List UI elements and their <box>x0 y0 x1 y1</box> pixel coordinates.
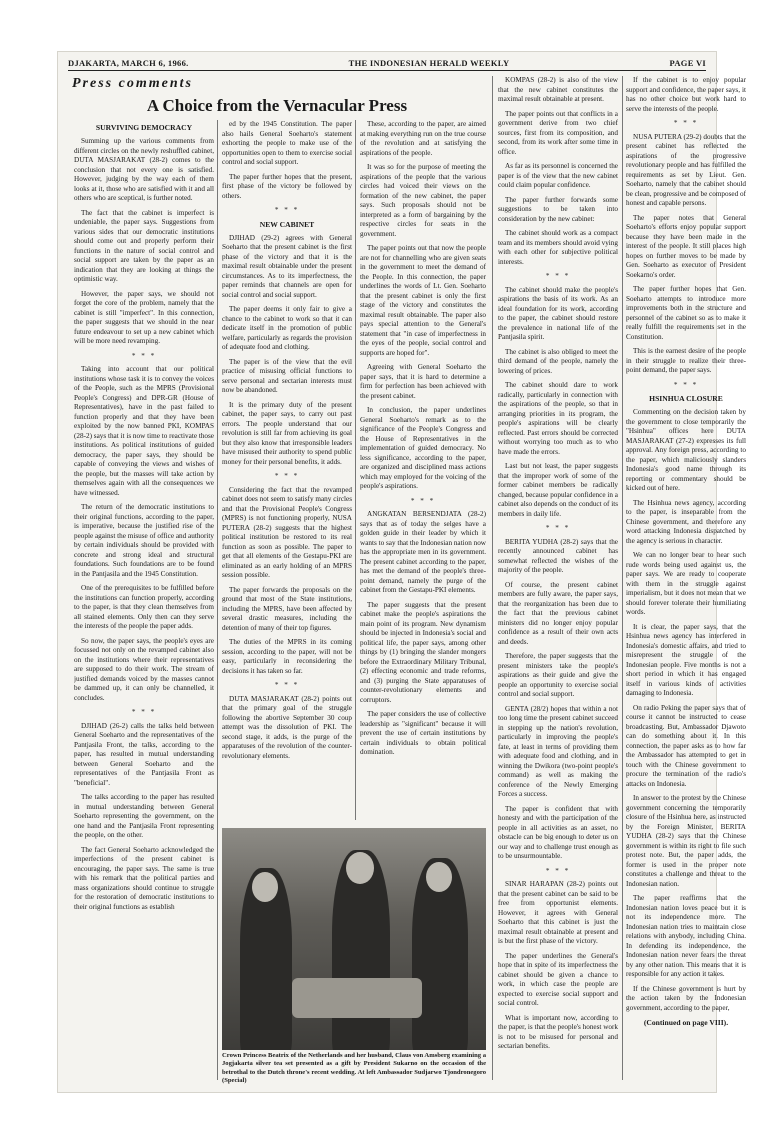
section-divider: * * * <box>545 866 571 875</box>
article-paragraph: NUSA PUTERA (29-2) doubts that the present cabinet has reflected the aspirations of the progressive revolutionary people and has fulfilled the requirements as set by Lieut. Gen. Soeharto, namely that the cabinet should be clean, progressive and be composed of honest and capable persons. <box>626 132 746 207</box>
article-paragraph: KOMPAS (28-2) is also of the view that the new cabinet constitutes the maximal result obtainable at present. <box>498 76 618 103</box>
article-paragraph: The paper considers the use of collective leadership as "significant" because it will prevent the use of certain institutions by certain individuals to obtain political domination. <box>360 710 486 756</box>
masthead-page: PAGE VI <box>669 58 706 68</box>
article-paragraph: Taking into account that our political institutions whose task it is to convey the voices of the People, such as the MPRS (Provisional People's Congress) and DPR-GR (House of Representatives), have in the past failed to function properly and that they have been exploited by the now banned PKI, KOMPAS (28-2) says that it is now time to reactivate those institutions. As political institutions of guided democracy, the paper says, they should be capable of conveying the views and wishes of the people, but the masses will take action by themselves again with all the consequences we have witnessed. <box>74 365 214 497</box>
article-subhead: NEW CABINET <box>259 219 315 229</box>
section-divider: * * * <box>274 681 300 690</box>
article-paragraph: However, the paper says, we should not forget the core of the problem, namely that the cabinet is still "imperfect". In this connection, the paper suggests that we should in the near future endeavour to set up a new cabinet which will be more need revamping. <box>74 289 214 346</box>
article-paragraph: This is the earnest desire of the people in their struggle to realize their three-point demand, the paper says. <box>626 347 746 374</box>
headline: A Choice from the Vernacular Press <box>146 96 408 115</box>
article-paragraph: The fact that the cabinet is imperfect is undeniable, the paper says. Suggestions from various sides that our democratic institutions should come out and properly perform their functions in the nature of social control and social support are taken by the paper as an indication that they are looking at things the optimistic way. <box>74 208 214 284</box>
section-divider: * * * <box>673 380 699 389</box>
photo-caption: Crown Princess Beatrix of the Netherlands and her husband, Claus von Amsberg examining a Jogjakarta silver tea set presented as a gift by President Sukarno on the occasion of the betrothal to the Dutch throne's recent wedding. At left Ambassador Sudjarwo Tjondronegoro (Special) <box>222 1052 486 1085</box>
column-4 <box>498 76 618 1076</box>
column-3 <box>360 120 486 820</box>
article-paragraph: In answer to the protest by the Chinese government concerning the temporarily closure of the Hsinhua here, as instructed by the Foreign Minister, BERITA YUDHA (28-2) says that the Chinese government is within its right to file such protest note. But, the paper adds, the former is used in the proper note constitutes a challenge and threat to the Indonesian nation. <box>626 794 746 888</box>
article-paragraph: It is clear, the paper says, that the Hsinhua news agency has interfered in Indonesia's domestic affairs, and tried to misrepresent the struggle of the Indonesian people. Five months is not a short period in which it has engaged itself in various kinds of activities damaging to Indonesia. <box>626 622 746 698</box>
article-paragraph: The cabinet should dare to work radically, particularly in connection with the aspirations of the people, so that in arranging priorities in its program, the people's aspirations will be clearly reflected. Past errors should be corrected without worrying too much as to who have made the errors. <box>498 381 618 456</box>
article-paragraph: In conclusion, the paper underlines General Soeharto's remark as to the significance of the People's Congress and the House of Representatives in the implementation of guided democracy. No less significance, according to the paper, are organized and disciplined mass actions which may employed for the voicing of the people's aspirations. <box>360 406 486 490</box>
section-label: Press comments <box>72 76 193 91</box>
photo-face <box>346 852 374 884</box>
photo-face <box>252 872 278 902</box>
article-paragraph: We can no longer bear to hear such rude words being used against us, the paper says. We are ready to cooperate with them in the struggle against imperialism, but it does not mean that we should forever tolerate their humiliating words. <box>626 551 746 617</box>
article-paragraph: The paper reaffirms that the Indonesian nation loves peace but it is not its independence more. The Indonesian nation tries to maintain close relations with anybody, including China. In defending its independence, the Indonesian nation never fears the threat by any other nation. This means that it is responsible for any action it takes. <box>626 894 746 979</box>
section-divider: * * * <box>545 272 571 280</box>
photo-face <box>426 862 452 892</box>
article-paragraph: ANGKATAN BERSENDJATA (28-2) says that as of today the selges have a golden guide in their leader by which it wants to say that the Indonesian nation now has the appropriate men in its government. The present cabinet according to the paper, has met the demand of the people's three-point demand, namely the purge of the cabinet from the Gestapu-PKI elements. <box>360 510 486 594</box>
article-paragraph: The paper is confident that with honesty and with the participation of the people in all activities as an asset, no obstacle can be big enough to deter us on our way and to challenge trust enough as to be unsurmountable. <box>498 804 618 860</box>
article-paragraph: The paper is of the view that the evil practice of misusing official functions to serve personal and sectarian interests must now be abandoned. <box>222 357 352 395</box>
article-paragraph: The paper underlines the General's hope that in spite of its imperfectness the cabinet should be given a chance to work, in which case the people are expected to exercise social support and social control. <box>498 951 618 1007</box>
section-divider: * * * <box>131 351 157 360</box>
article-paragraph: Commenting on the decision taken by the government to close temporarily the "Hsinhua" offices here DUTA MASJARAKAT (27-2) expresses its full approval. Any foreign press, according to the paper, which maliciously slanders Indonesia's good name through its reporting or commentary should be kicked out of here. <box>626 408 746 493</box>
article-paragraph: DJIHAD (26-2) calls the talks held between General Soeharto and the representatives of the Pantjasila Front, the talks, according to the paper, has resulted in mutual understanding between General Soeharto and the representatives of the Pantjasila Front as "beneficial". <box>74 721 214 787</box>
column-rule <box>622 76 623 1080</box>
photo-table-silverware <box>292 978 422 1018</box>
masthead-title: THE INDONESIAN HERALD WEEKLY <box>348 58 510 68</box>
article-paragraph: The cabinet should work as a compact team and its members should avoid vying with each other for subjective political interests. <box>498 229 618 266</box>
article-paragraph: The paper further forwards some suggestions to be taken into consideration by the new cabinet: <box>498 195 618 223</box>
section-divider: * * * <box>545 524 571 532</box>
article-paragraph: SINAR HARAPAN (28-2) points out that the present cabinet can be said to be free from opportunist elements. However, it agrees with General Soeharto that this cabinet is just the maximal result obtainable at present and is but the first phase of the victory. <box>498 880 618 945</box>
article-paragraph: It was so for the purpose of meeting the aspirations of the people that the various circles had voiced their views on the formation of the new cabinet, the paper says. Such proposals should not be interpreted as a form of bargaining by the respective circles for seats in the government. <box>360 163 486 238</box>
article-paragraph: Of course, the present cabinet members are fully aware, the paper says, that the reorganization has been due to the fact that the previous cabinet ministers did no longer enjoy popular confidence as a result of their own acts and deeds. <box>498 580 618 646</box>
article-paragraph: GENTA (28/2) hopes that within a not too long time the present cabinet succeed in stepping up the nation's revolution, particularly in improving the people's fate, at least in terms of providing them with adequate food and clothing, and in winning the Dwikora (two-point people's command) as well as making the conference of the Newly Emerging Forces a success. <box>498 704 618 798</box>
article-paragraph: The paper notes that General Soeharto's efforts enjoy popular support because they have been made in the interest of the people. It still places high hopes on further moves to be made by Gen. Soeharto as executor of President Soekarno's order. <box>626 213 746 279</box>
article-paragraph: The fact General Soeharto acknowledged the imperfections of the present cabinet is encouraging, the paper says. The same is true with his remark that the political parties and mass organizations should continue to struggle for the restoration of democratic institutions to their original functions as establish <box>74 845 214 911</box>
article-paragraph: The paper forwards the proposals on the ground that most of the State institutions, including the MPRS, have been affected by several drastic measures, including the detention of many of their top figures. <box>222 585 352 632</box>
article-paragraph: ed by the 1945 Constitution. The paper also hails General Soeharto's statement exhorting the people to make use of the opportunities open to them to exercise social control and social support. <box>222 120 352 166</box>
section-divider: * * * <box>131 708 157 717</box>
masthead-date: DJAKARTA, MARCH 6, 1966. <box>68 58 189 68</box>
article-paragraph: Therefore, the paper suggests that the present ministers take the people's aspirations as their guide and give the people an opportunity to exercise social control and social support. <box>498 652 618 698</box>
article-paragraph: The cabinet is also obliged to meet the third demand of the people, namely the lowering of prices. <box>498 347 618 375</box>
article-paragraph: Summing up the various comments from different circles on the newly reshuffled cabinet, DUTA MASJARAKAT (28-2) comes to the conclusion that not every one is satisfied. However, judging by the way each of them looks at it, those who are satisfied with it and all others who are sceptical, is further noted. <box>74 137 214 203</box>
article-paragraph: What is important now, according to the paper, is that the people's honest work is not to be misused for personal and sectarian benefits. <box>498 1013 618 1050</box>
section-divider: * * * <box>673 119 699 127</box>
article-paragraph: On radio Peking the paper says that of course it cannot be instructed to cease broadcasting. But, Ambassador Djawoto can do something about it. In this connection, the paper asks as to how far the Ambassador has attempted to get in touch with the Chinese government to procure the termination of the radio's attacks on Indonesia. <box>626 703 746 788</box>
article-paragraph: These, according to the paper, are aimed at making everything run on the true course of the revolution and at satisfying the aspirations of the people. <box>360 120 486 157</box>
column-rule <box>355 120 356 820</box>
article-paragraph: The paper deems it only fair to give a chance to the cabinet to work so that it can dedicate itself in the promotion of public welfare, particularly as regards the provision of adequate food and clothing. <box>222 305 352 352</box>
news-photo <box>222 828 486 1050</box>
article-paragraph: It is the primary duty of the present cabinet, the paper says, to carry out past errors. The people understand that our revolution is still far from achieving its goal but they also know that irresponsible leaders have misused their authority to spend public money for their personal benefits, it adds. <box>222 400 352 466</box>
article-paragraph: One of the prerequisites to be fulfilled before the institutions can function properly, according to the paper, is that they clean themselves from all stained elements. Only then can they serve the interests of the people the paper adds. <box>74 584 214 631</box>
article-paragraph: DUTA MASJARAKAT (28-2) points out that the primary goal of the struggle following the abortive September 30 coup attempt was the dissolution of PKI. The second stage, it adds, is the purge of the apparatuses of the revolution of the counter-revolutionary elements. <box>222 694 352 760</box>
article-paragraph: As far as its personnel is concerned the paper is of the view that the new cabinet could claim popular confidence. <box>498 162 618 189</box>
section-divider: * * * <box>274 472 300 481</box>
article-paragraph: Considering the fact that the revamped cabinet does not seem to satisfy many circles and that the Provisional People's Congress (MPRS) is not functioning properly, NUSA PUTERA (28-2) suggests that the highest political institution be restored to its real function as soon as possible. The paper to get that all elements of the Gestapu-PKI are eliminated as an early holding of an MPRS session possible. <box>222 485 352 580</box>
column-5 <box>626 76 746 1076</box>
newspaper-page <box>58 52 746 1092</box>
masthead <box>68 56 706 71</box>
article-subhead: SURVIVING DEMOCRACY <box>95 123 193 132</box>
article-paragraph: The paper points out that now the people are not for channelling who are given seats in the government to meet the demand of the People. In this connection, the paper underlines the words of Lt. Gen. Soeharto that the present cabinet is only the first stage of the victory and constitutes the maximal result obtainable. The paper also pays special attention to the General's statement that "in case of imperfectness in the eyes of the people, social control and supports are hoped for". <box>360 244 486 357</box>
article-paragraph: BERITA YUDHA (28-2) says that the recently announced cabinet has somewhat reflected the wishes of the majority of the people. <box>498 537 618 574</box>
section-divider: * * * <box>274 206 300 214</box>
article-paragraph: Agreeing with General Soeharto the paper says, that it is hard to determine a firm for perfection has been achieved with the present cabinet. <box>360 363 486 400</box>
article-paragraph: The Hsinhua news agency, according to the paper, is inseparable from the Chinese government, and therefore any word attacking Indonesia dispatched by the agency is serious in character. <box>626 498 746 545</box>
article-paragraph: The paper points out that conflicts in a government derive from two chief sources, first from its composition, and second, from its work after some time in office. <box>498 109 618 156</box>
article-paragraph: Last but not least, the paper suggests that the improper work of some of the former cabinet members be radically changed, because popular confidence in a cabinet also depends on the conduct of its members in daily life. <box>498 462 618 518</box>
article-paragraph: The return of the democratic institutions to their original functions, according to the paper, is imperative, because the justified rise of the people against the misuse of office and authority by certain individuals should be provided with concrete and strong ideal and structural foundations. Such foundations are to be found in the Pantjasila and the 1945 Constitution. <box>74 503 214 578</box>
column-2 <box>222 120 352 820</box>
continued-note: (Continued on page VIII). <box>643 1018 729 1028</box>
article-paragraph: The talks according to the paper has resulted in mutual understanding between General Soeharto representing the government, on the one hand and the Pantjasila Front representing the people, on the other. <box>74 793 214 840</box>
column-1 <box>74 120 214 1080</box>
article-paragraph: The cabinet should make the people's aspirations the basis of its work. As an ideal foundation for its work, according to the paper, the cabinet should restore the prevalence in national life of the Pantjasila spirit. <box>498 285 618 341</box>
column-rule <box>492 76 493 1080</box>
column-rule <box>217 120 218 1080</box>
article-paragraph: DJIHAD (29-2) agrees with General Soeharto that the present cabinet is the first phase of the victory and that it is the maximal result obtainable under the present circumstances. As to its imperfectness, the paper reminds that channels are open for social control and social support. <box>222 233 352 299</box>
article-paragraph: The paper suggests that the present cabinet make the people's aspirations the main point of its program. New dynamism should be injected in Indonesia's social and political life, the paper says, among other things by (1) bringing the slander mongers before the Extraordinary Military Tribunal, (2) effecting economic and trade reforms, and (3) purging the State apparatuses of counter-revolutionary elements and corruptors. <box>360 600 486 704</box>
section-divider: * * * <box>410 496 436 505</box>
article-paragraph: The paper further hopes that the present, first phase of the victory be followed by others. <box>222 172 352 200</box>
article-paragraph: The paper further hopes that Gen. Soeharto attempts to introduce more improvements both in the structure and personnel of the cabinet so as to make it really fulfill the requirements set in the Constitution. <box>626 285 746 341</box>
article-subhead: HSINHUA CLOSURE <box>649 394 723 403</box>
article-paragraph: If the Chinese government is hurt by the action taken by the Indonesian government, according to the paper, <box>626 984 746 1012</box>
article-paragraph: The duties of the MPRS in its coming session, according to the paper, will not be easy, particularly in reconsidering the decisions it has taken so far. <box>222 638 352 675</box>
article-paragraph: So now, the paper says, the people's eyes are focussed not only on the revamped cabinet also on the institutions where their representatives are supposed to do their work. The stream of justified demands voiced by the masses cannot be dammed up, it can only be channelled, it concludes. <box>74 636 214 702</box>
article-paragraph: If the cabinet is to enjoy popular support and confidence, the paper says, it has no other choice but work hard to serve the interests of the people. <box>626 76 746 113</box>
